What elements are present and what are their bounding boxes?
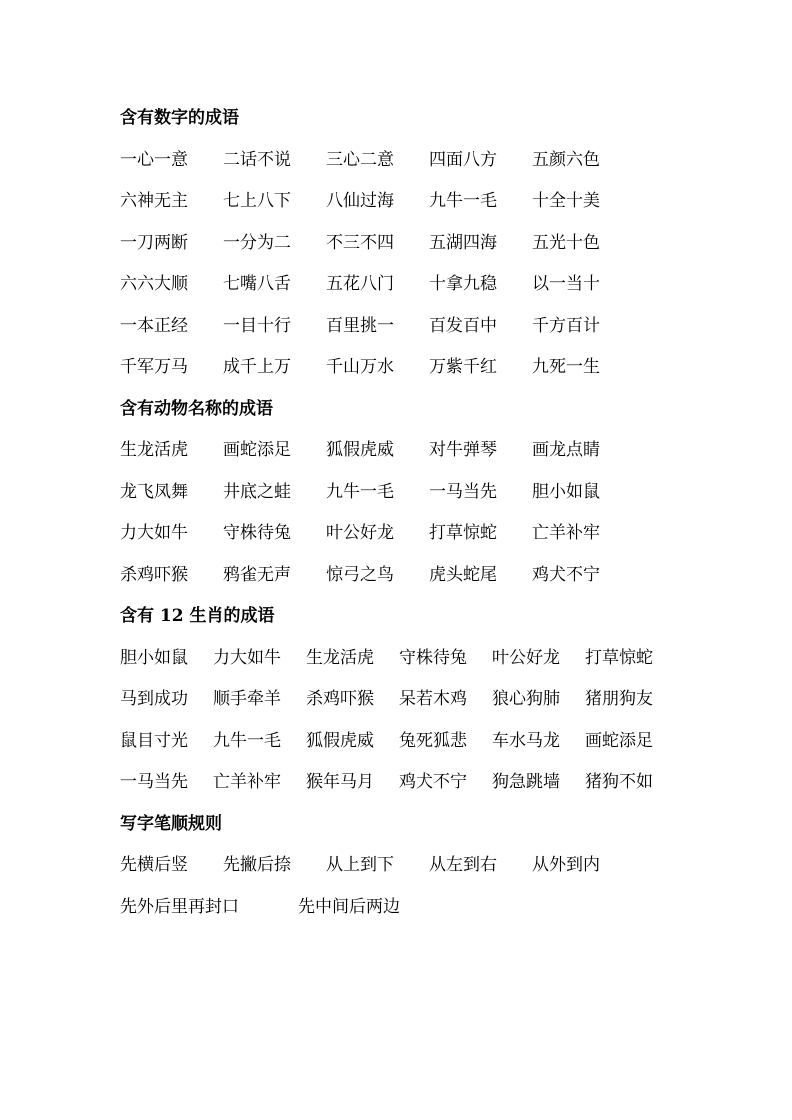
idiom: 八仙过海 [326, 191, 394, 211]
idiom: 杀鸡吓猴 [120, 564, 188, 585]
idiom: 画龙点睛 [532, 440, 600, 460]
idiom: 十全十美 [532, 191, 600, 211]
idiom: 百发百中 [429, 315, 497, 336]
section-title-zodiac: 含有 12 生肖的成语 [120, 606, 275, 626]
idiom: 二话不说 [223, 149, 291, 170]
idiom: 对牛弹琴 [429, 440, 497, 460]
idiom: 一刀两断 [120, 232, 188, 253]
idiom: 九牛一毛 [429, 191, 497, 211]
idiom: 打草惊蛇 [429, 523, 497, 543]
idiom: 一马当先 [120, 772, 188, 792]
idiom-row [120, 223, 720, 265]
idiom: 百里挑一 [326, 315, 394, 336]
idiom-row [120, 762, 720, 804]
section-title-numbers: 含有数字的成语 [120, 108, 239, 128]
idiom: 一马当先 [429, 481, 497, 502]
idiom: 鸡犬不宁 [399, 772, 467, 792]
idiom-row [120, 430, 720, 472]
idiom: 鸡犬不宁 [532, 564, 600, 585]
idiom: 力大如牛 [213, 647, 281, 668]
idiom: 马到成功 [120, 689, 188, 709]
idiom: 以一当十 [532, 274, 600, 294]
idiom-row [120, 679, 720, 721]
idiom: 千山万水 [326, 357, 394, 377]
idiom: 九死一生 [532, 357, 600, 377]
idiom: 不三不四 [326, 232, 394, 253]
idiom: 狐假虎威 [326, 440, 394, 460]
stroke-rule: 先中间后两边 [298, 896, 400, 917]
idiom: 打草惊蛇 [585, 647, 653, 668]
idiom: 鼠目寸光 [120, 730, 188, 751]
idiom: 狐假虎威 [306, 730, 374, 751]
idiom: 虎头蛇尾 [429, 564, 497, 585]
idiom: 守株待兔 [223, 523, 291, 543]
idiom: 鸦雀无声 [223, 564, 291, 585]
section-title-stroke-order: 写字笔顺规则 [120, 813, 222, 834]
idiom: 猪朋狗友 [585, 689, 653, 709]
idiom-row [120, 264, 720, 306]
idiom: 生龙活虎 [306, 647, 374, 668]
idiom: 车水马龙 [492, 730, 560, 751]
idiom: 胆小如鼠 [532, 481, 600, 502]
idiom: 万紫千红 [429, 357, 497, 377]
idiom-row [120, 513, 720, 555]
idiom: 狗急跳墙 [492, 772, 560, 792]
idiom: 叶公好龙 [326, 523, 394, 543]
idiom: 四面八方 [429, 149, 497, 170]
idiom: 猪狗不如 [585, 772, 653, 792]
stroke-rule: 先撇后捺 [223, 855, 291, 875]
idiom-row [120, 555, 720, 597]
idiom: 五花八门 [326, 274, 394, 294]
idiom-row [120, 472, 720, 514]
idiom: 一分为二 [223, 232, 291, 253]
idiom: 千军万马 [120, 357, 188, 377]
idiom-row [120, 306, 720, 348]
idiom: 六神无主 [120, 191, 188, 211]
idiom: 力大如牛 [120, 523, 188, 543]
idiom-row [120, 638, 720, 680]
idiom: 呆若木鸡 [399, 689, 467, 709]
idiom-row [120, 347, 720, 389]
idiom: 惊弓之鸟 [326, 564, 394, 585]
idiom: 顺手牵羊 [213, 689, 281, 709]
idiom: 九牛一毛 [213, 730, 281, 751]
section-title-animals: 含有动物名称的成语 [120, 398, 273, 419]
idiom: 一本正经 [120, 315, 188, 336]
idiom: 五湖四海 [429, 232, 497, 253]
idiom: 成千上万 [223, 357, 291, 377]
idiom: 五颜六色 [532, 149, 600, 170]
idiom: 七嘴八舌 [223, 274, 291, 294]
idiom: 三心二意 [326, 149, 394, 170]
idiom: 五光十色 [532, 232, 600, 253]
idiom: 一目十行 [223, 315, 291, 336]
idiom: 十拿九稳 [429, 274, 497, 294]
idiom: 龙飞凤舞 [120, 481, 188, 502]
stroke-rule: 从上到下 [326, 855, 394, 875]
stroke-rule: 从左到右 [429, 855, 497, 875]
idiom: 画蛇添足 [585, 730, 653, 751]
idiom: 六六大顺 [120, 274, 188, 294]
idiom: 兔死狐悲 [399, 730, 467, 751]
stroke-rule: 从外到内 [532, 855, 600, 875]
idiom-row [120, 181, 720, 223]
idiom: 千方百计 [532, 315, 600, 336]
idiom: 九牛一毛 [326, 481, 394, 502]
idiom: 生龙活虎 [120, 440, 188, 460]
rule-row [120, 887, 720, 929]
idiom: 亡羊补牢 [532, 523, 600, 543]
stroke-rule: 先横后竖 [120, 855, 188, 875]
idiom: 胆小如鼠 [120, 647, 188, 668]
idiom: 亡羊补牢 [213, 772, 281, 792]
idiom: 一心一意 [120, 149, 188, 170]
idiom-row [120, 140, 720, 182]
idiom: 杀鸡吓猴 [306, 689, 374, 709]
idiom-row [120, 721, 720, 763]
idiom: 画蛇添足 [223, 440, 291, 460]
idiom: 守株待兔 [399, 647, 467, 668]
idiom: 叶公好龙 [492, 647, 560, 668]
document-page [120, 98, 720, 928]
rule-row [120, 845, 720, 887]
idiom: 猴年马月 [306, 772, 374, 792]
idiom: 七上八下 [223, 191, 291, 211]
idiom: 狼心狗肺 [492, 689, 560, 709]
stroke-rule: 先外后里再封口 [120, 896, 239, 917]
idiom: 井底之蛙 [223, 481, 291, 502]
